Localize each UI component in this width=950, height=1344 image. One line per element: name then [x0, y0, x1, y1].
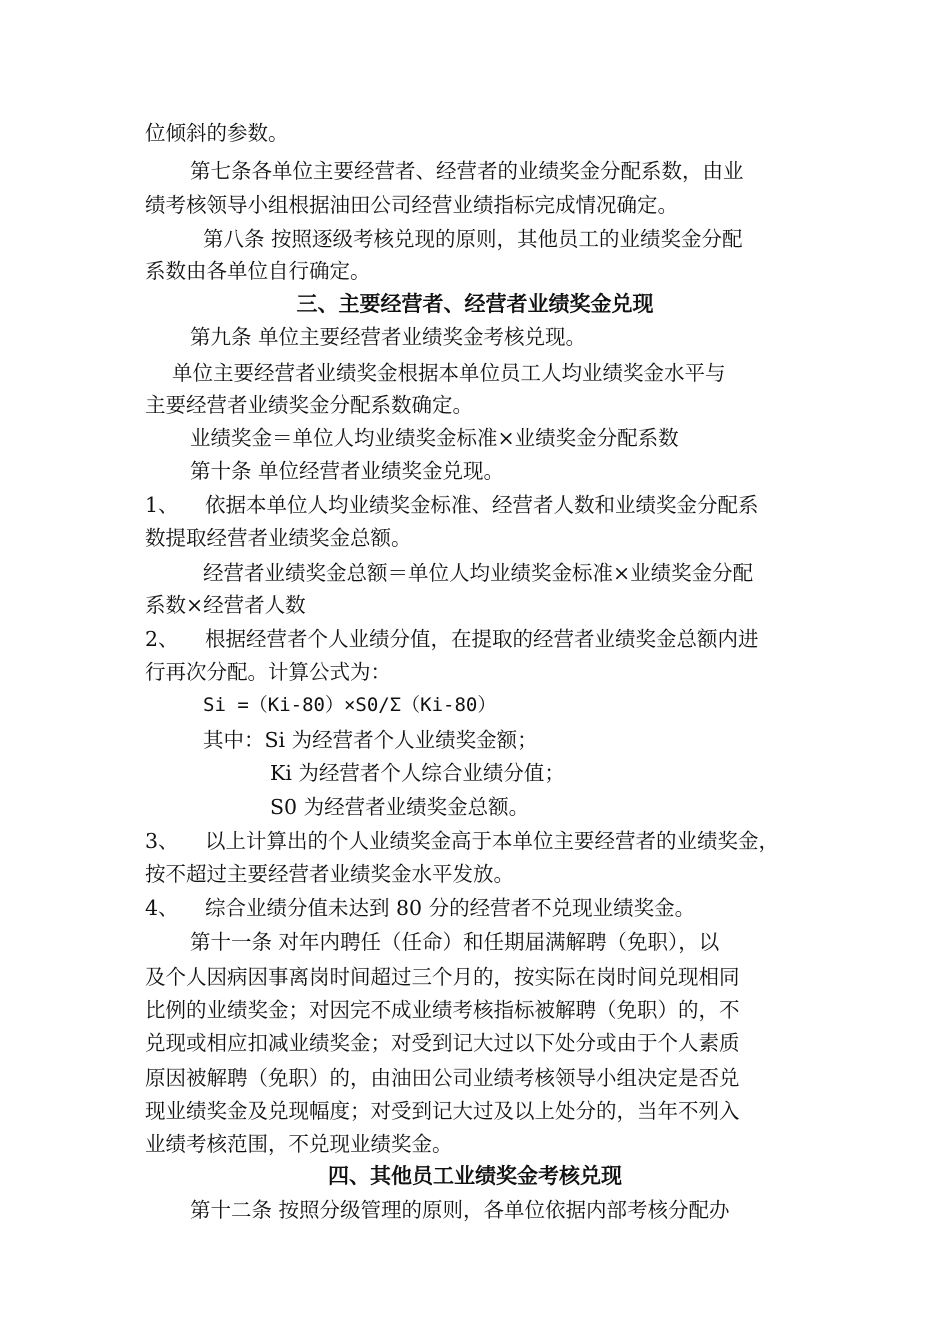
list-item-number: 4、	[145, 896, 179, 920]
article-9-formula: 业绩奖金＝单位人均业绩奖金标准×业绩奖金分配系数	[190, 426, 679, 450]
list-item-1	[145, 488, 825, 522]
list-item-text: 以上计算出的个人业绩奖金高于本单位主要经营者的业绩奖金，	[205, 829, 779, 853]
article-7-line-1: 第七条各单位主要经营者、经营者的业绩奖金分配系数，由业	[190, 159, 744, 183]
item-2-where-line-3: S0 为经营者业绩奖金总额。	[270, 795, 530, 819]
list-item-1-line-2: 数提取经营者业绩奖金总额。	[145, 526, 412, 550]
list-item-number: 2、	[145, 627, 179, 651]
article-10-line-1: 第十条 单位经营者业绩奖金兑现。	[190, 459, 505, 483]
article-11-line-3: 比例的业绩奖金；对因完不成业绩考核指标被解聘（免职）的，不	[145, 998, 740, 1022]
article-9b-line-1: 单位主要经营者业绩奖金根据本单位员工人均业绩奖金水平与	[172, 361, 726, 385]
item-2-formula: Si =（Ki-80）×S0/Σ（Ki-80）	[203, 694, 497, 716]
article-11-line-2: 及个人因病因事离岗时间超过三个月的，按实际在岗时间兑现相同	[145, 965, 740, 989]
list-item-2-line-2: 行再次分配。计算公式为：	[145, 660, 391, 684]
article-8-line-1: 第八条 按照逐级考核兑现的原则，其他员工的业绩奖金分配	[203, 227, 743, 251]
article-8-line-2: 系数由各单位自行确定。	[145, 259, 371, 283]
article-7-line-2: 绩考核领导小组根据油田公司经营业绩指标完成情况确定。	[145, 193, 678, 217]
article-9-line-1: 第九条 单位主要经营者业绩奖金考核兑现。	[190, 325, 587, 349]
article-9b-line-2: 主要经营者业绩奖金分配系数确定。	[145, 393, 473, 417]
list-item-4	[145, 891, 825, 925]
list-item-text: 依据本单位人均业绩奖金标准、经营者人数和业绩奖金分配系	[205, 493, 759, 517]
article-11-line-4: 兑现或相应扣减业绩奖金；对受到记大过以下处分或由于个人素质	[145, 1031, 740, 1055]
item-2-where-line-2: Ki 为经营者个人综合业绩分值；	[270, 761, 565, 785]
article-11-line-5: 原因被解聘（免职）的，由油田公司业绩考核领导小组决定是否兑	[145, 1066, 740, 1090]
article-11-line-1: 第十一条 对年内聘任（任命）和任期届满解聘（免职），以	[190, 930, 720, 954]
list-item-number: 1、	[145, 493, 179, 517]
list-item-number: 3、	[145, 829, 179, 853]
item-2-where-line-1: 其中：Si 为经营者个人业绩奖金额；	[203, 728, 538, 752]
item-1-formula-line-1: 经营者业绩奖金总额＝单位人均业绩奖金标准×业绩奖金分配	[203, 561, 754, 585]
section-heading-3: 三、主要经营者、经营者业绩奖金兑现	[296, 292, 654, 316]
section-heading-4: 四、其他员工业绩奖金考核兑现	[328, 1164, 622, 1188]
list-item-3-line-2: 按不超过主要经营者业绩奖金水平发放。	[145, 862, 514, 886]
paragraph-line: 位倾斜的参数。	[145, 121, 289, 145]
article-11-line-7: 业绩考核范围，不兑现业绩奖金。	[145, 1132, 453, 1156]
list-item-2	[145, 622, 825, 656]
item-1-formula-line-2: 系数×经营者人数	[145, 593, 306, 617]
list-item-3	[145, 824, 825, 858]
list-item-text: 综合业绩分值未达到 80 分的经营者不兑现业绩奖金。	[205, 896, 696, 920]
article-12-line-1: 第十二条 按照分级管理的原则，各单位依据内部考核分配办	[190, 1198, 730, 1222]
article-11-line-6: 现业绩奖金及兑现幅度；对受到记大过及以上处分的，当年不列入	[145, 1099, 740, 1123]
list-item-text: 根据经营者个人业绩分值，在提取的经营者业绩奖金总额内进	[205, 627, 759, 651]
